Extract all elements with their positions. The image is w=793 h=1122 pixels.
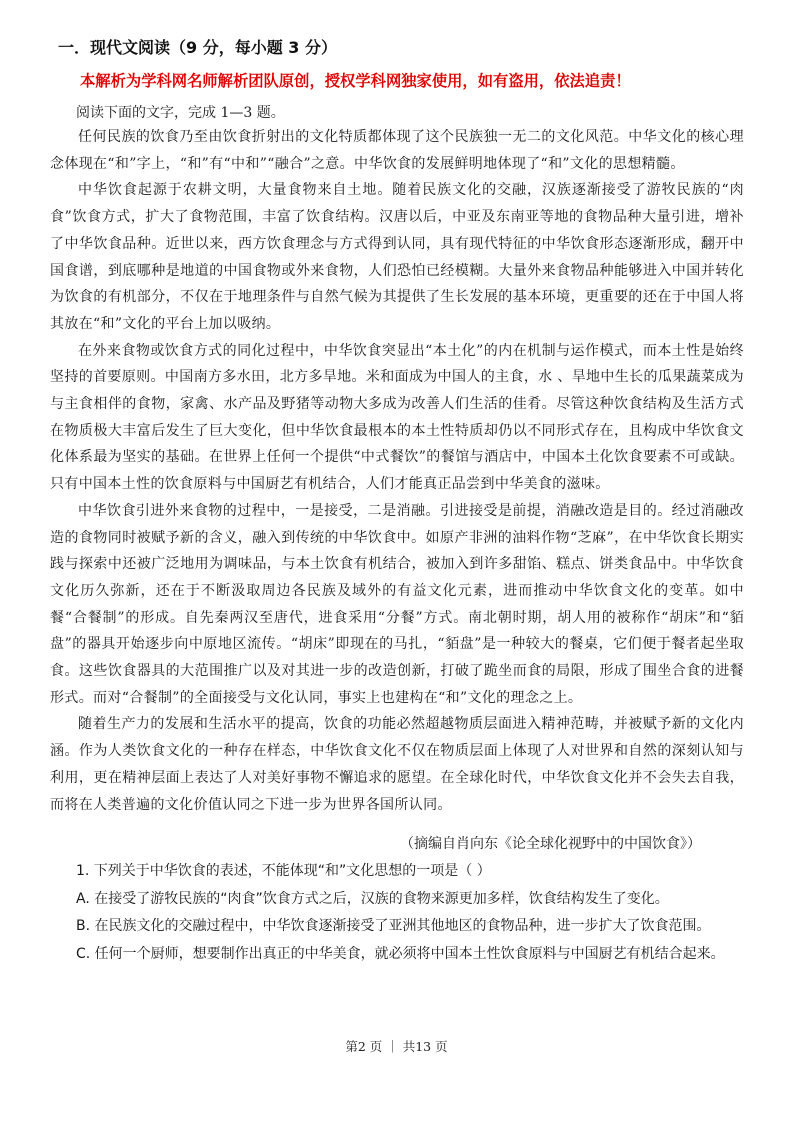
- question-1-option-b: B. 在民族文化的交融过程中，中华饮食逐渐接受了亚洲其他地区的食物品种，进一步扩大了饮食范围。: [76, 918, 711, 934]
- reading-instruction: 阅读下面的文字，完成 1—3 题。: [76, 105, 285, 121]
- question-1-option-a: A. 在接受了游牧民族的“肉食”饮食方式之后，汉族的食物来源更加多样，饮食结构发生了变化。: [76, 891, 669, 907]
- question-1-stem: 1. 下列关于中华饮食的表述，不能体现“和”文化思想的一项是（ ）: [76, 863, 491, 879]
- page-footer: 第2 页 ｜ 共13 页: [345, 1039, 448, 1054]
- copyright-notice: 本解析为学科网名师解析团队原创，授权学科网独家使用，如有盗用，依法追责！: [80, 72, 631, 90]
- passage-paragraph-4: 中华饮食引进外来食物的过程中，一是接受，二是消融。引进接受是前提，消融改造是目的。经过消融改造的食物同时被赋予新的含义，融入到传统的中华饮食中。如原产非洲的油料作物“芝麻”，在中华饮食长期实践与探索中还被广泛地用为调味品，与本土饮食有机结合，被加入到许多甜馅、糕点、饼类食品中。中华饮食文化历久弥新，还在于不断汲取周边各民族及域外的有益文化元素，进而推动中华饮食文化的变革。如中餐“合餐制”的形成。自先秦两汉至唐代，进食采用“分餐”方式。南北朝时期，胡人用的被称作“胡床”和“貊盘”的器具开始逐步向中原地区流传。“胡床”即现在的马扎，“貊盘”是一种较大的餐桌，它们便于餐者起坐取食。这些饮食器具的大范围推广以及对其进一步的改造创新，打破了跪坐而食的局限，形成了围坐合食的进餐形式。而对“合餐制”的全面接受与文化认同，事实上也建构在“和”文化的理念之上。: [50, 502, 744, 706]
- passage-paragraph-3: 在外来食物或饮食方式的同化过程中，中华饮食突显出“本土化”的内在机制与运作模式，而本土性是始终坚持的首要原则。中国南方多水田，北方多旱地。米和面成为中国人的主食，水 、旱地中生长的瓜果蔬菜成为与主食相伴的食物，家禽、水产品及野猪等动物大多成为改善人们生活的佳肴。尽管这种饮食结构及生活方式在物质极大丰富后发生了巨大变化，但中华饮食最根本的本土性特质却仍以不同形式存在，且构成中华饮食文化体系最为坚实的基础。在世界上任何一个提供“中式餐饮”的餐馆与酒店中，中国本土化饮食要素不可或缺。只有中国本土性的饮食原料与中国厨艺有机结合，人们才能真正品尝到中华美食的滋味。: [50, 342, 744, 493]
- passage-paragraph-1: 任何民族的饮食乃至由饮食折射出的文化特质都体现了这个民族独一无二的文化风范。中华文化的核心理念体现在“和”字上，“和”有“中和”“融合”之意。中华饮食的发展鲜明地体现了“和”文化的思想精髓。: [50, 129, 744, 172]
- passage-paragraph-2: 中华饮食起源于农耕文明，大量食物来自土地。随着民族文化的交融，汉族逐渐接受了游牧民族的“肉食”饮食方式，扩大了食物范围，丰富了饮食结构。汉唐以后，中亚及东南亚等地的食物品种大量引进，增补了中华饮食品种。近世以来，西方饮食理念与方式得到认同，具有现代特征的中华饮食形态逐渐形成，翻开中国食谱，到底哪种是地道的中国食物或外来食物，人们恐怕已经模糊。大量外来食物品种能够进入中国并转化为饮食的有机部分，不仅在于地理条件与自然气候为其提供了生长发展的基本环境，更重要的还在于中国人将其放在“和”文化的平台上加以吸纳。: [50, 182, 744, 332]
- passage-source: （摘编自肖向东《论全球化视野中的中国饮食》）: [400, 836, 701, 852]
- passage-paragraph-5: 随着生产力的发展和生活水平的提高，饮食的功能必然超越物质层面进入精神范畴，并被赋予新的文化内涵。作为人类饮食文化的一种存在样态，中华饮食文化不仅在物质层面上体现了人对世界和自然的深刻认知与利用，更在精神层面上表达了人对美好事物不懈追求的愿望。在全球化时代，中华饮食文化并不会失去自我，而将在人类普遍的文化价值认同之下进一步为世界各国所认同。: [50, 716, 744, 813]
- section-heading: 一．现代文阅读（9 分，每小题 3 分）: [58, 38, 337, 57]
- reading-passage: [50, 124, 744, 818]
- question-1-option-c: C. 任何一个厨师，想要制作出真正的中华美食，就必须将中国本土性饮食原料与中国厨艺有机结合起来。: [76, 946, 725, 962]
